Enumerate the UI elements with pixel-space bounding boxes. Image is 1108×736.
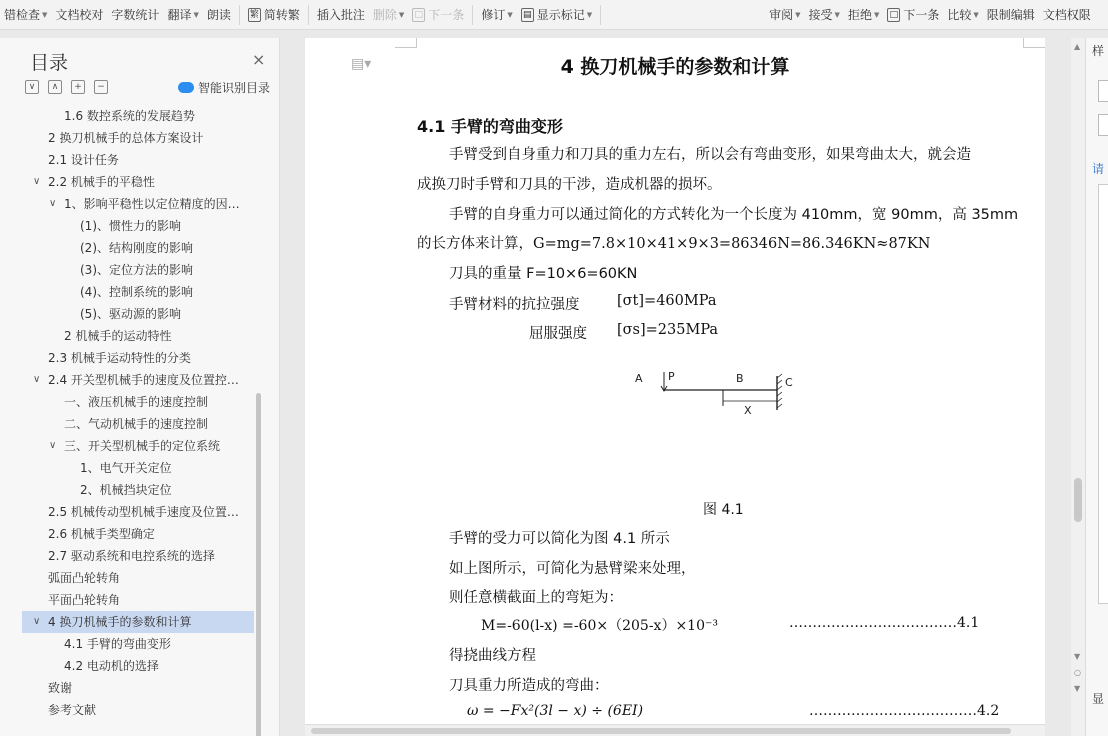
toolbar-item-label: 插入批注: [316, 8, 365, 22]
caret-down-icon: ▼: [834, 10, 840, 19]
toc-item-label: 1、影响平稳性以定位精度的因…: [64, 197, 240, 211]
chevron-down-icon[interactable]: ∨: [49, 440, 57, 451]
toolbar-item-label: 文档校对: [55, 8, 104, 22]
tensile-value: [σt]=460MPa: [617, 293, 717, 309]
toc-item[interactable]: [22, 413, 254, 435]
toolbar-item[interactable]: [0, 3, 51, 27]
smart-toc-label: 智能识别目录: [198, 81, 271, 95]
toolbar-item[interactable]: [883, 3, 943, 27]
toc-item[interactable]: [22, 127, 254, 149]
toc-item-label: (1)、惯性力的影响: [80, 219, 181, 233]
toolbar-icon: ▤: [521, 8, 534, 22]
cantilever-beam-figure: [635, 368, 805, 418]
toolbar-item[interactable]: [844, 3, 883, 27]
toc-item-label: 4.2 电动机的选择: [64, 659, 159, 673]
toc-sidebar: [0, 38, 280, 736]
toc-item-label: 2.2 机械手的平稳性: [48, 175, 155, 189]
style-pane-link[interactable]: 请: [1092, 162, 1105, 176]
toolbar-item[interactable]: [1039, 3, 1095, 27]
paragraph-line: 刀具重力所造成的弯曲：: [449, 678, 609, 694]
caret-down-icon: ▼: [586, 10, 593, 19]
toc-item[interactable]: [22, 545, 254, 567]
toolbar-item-label: 文档权限: [1042, 8, 1091, 22]
toc-item-label: 1.6 数控系统的发展趋势: [64, 109, 195, 123]
toolbar-item[interactable]: [107, 3, 163, 27]
tensile-label: 手臂材料的抗拉强度: [449, 297, 580, 313]
caret-down-icon: ▼: [973, 10, 979, 19]
toolbar-item-label: 修订: [481, 8, 506, 22]
toc-item[interactable]: [22, 699, 254, 721]
toc-item[interactable]: [22, 655, 254, 677]
toolbar-separator: [239, 5, 240, 25]
smart-toc-button[interactable]: [178, 79, 270, 96]
paragraph-line: 则任意横截面上的弯矩为：: [449, 590, 623, 606]
toc-item[interactable]: [22, 347, 254, 369]
toolbar-icon: 繁: [249, 9, 259, 20]
document-area: [281, 38, 1071, 736]
toc-item[interactable]: [22, 259, 254, 281]
toc-item[interactable]: [22, 589, 254, 611]
toc-scrollbar[interactable]: [256, 393, 261, 736]
toc-item-label: (3)、定位方法的影响: [80, 263, 193, 277]
toolbar-item-label: 字数统计: [111, 8, 160, 22]
paragraph-line: 的长方体来计算，G=mg=7.8×10×41×9×3=86346N=86.346KN≈87KN: [417, 236, 931, 252]
toc-item-label: 4.1 手臂的弯曲变形: [64, 637, 171, 651]
toolbar-item-label: 限制编辑: [986, 8, 1035, 22]
chevron-down-icon[interactable]: ∨: [33, 176, 41, 187]
toc-item[interactable]: [22, 501, 254, 523]
horizontal-scrollbar[interactable]: [305, 724, 1045, 736]
cloud-icon: [178, 82, 194, 93]
caret-down-icon: ▼: [507, 10, 513, 19]
toc-item[interactable]: [22, 369, 254, 391]
chapter-title: 4 换刀机械手的参数和计算: [560, 56, 790, 78]
add-heading-icon[interactable]: +: [71, 80, 85, 94]
toolbar-separator: [600, 5, 601, 25]
figure-caption: 图 4.1: [703, 502, 744, 518]
toolbar-icon: □: [412, 8, 425, 22]
toolbar-item-label: 下一条: [428, 8, 465, 22]
toc-title: 目录: [30, 52, 69, 74]
paragraph-line: 成换刀时手臂和刀具的干涉，造成机器的损坏。: [417, 177, 722, 193]
toc-item[interactable]: [22, 523, 254, 545]
toolbar-item-label: 下一条: [903, 8, 940, 22]
chevron-down-icon[interactable]: ∨: [33, 374, 41, 385]
caret-down-icon: ▼: [398, 10, 405, 19]
toolbar-item-label: 错检查: [4, 8, 41, 22]
toolbar-icon: □: [887, 8, 900, 22]
expand-up-icon[interactable]: ∧: [48, 80, 62, 94]
toolbar-item-label: 比较: [947, 8, 972, 22]
caret-down-icon: ▼: [795, 10, 801, 19]
toc-item[interactable]: [22, 435, 254, 457]
paragraph-line: 刀具的重量 F=10×6=60KN: [449, 266, 638, 282]
equation-4-1: M=-60(l-x) =-60×（205-x）×10⁻³: [481, 618, 718, 634]
scroll-thumb[interactable]: [1074, 478, 1082, 522]
toolbar-item[interactable]: [517, 3, 596, 27]
toolbar-item[interactable]: [408, 3, 468, 27]
chevron-down-icon[interactable]: ∨: [49, 198, 57, 209]
toolbar-separator: [308, 5, 309, 25]
style-pane: [1085, 38, 1108, 736]
fig-label-x: X: [744, 404, 752, 417]
toc-item-label: 二、气动机械手的速度控制: [64, 417, 209, 431]
equation-4-2: ω = −Fx²(3l − x) ÷ (6EI): [467, 703, 644, 719]
toc-item-label: 参考文献: [48, 703, 97, 717]
toolbar-item-label: 显示标记: [536, 8, 585, 22]
page-corner-mark: [1023, 38, 1045, 48]
toc-item[interactable]: [22, 677, 254, 699]
fig-label-a: A: [635, 372, 643, 385]
toolbar-item-label: 简转繁: [263, 8, 300, 22]
toolbar-item[interactable]: [369, 3, 408, 27]
toc-item-label: (5)、驱动源的影响: [80, 307, 181, 321]
toc-list: [22, 105, 254, 727]
fig-label-p: P: [668, 370, 675, 383]
equation-number: ………………………………4.1: [789, 615, 980, 631]
paragraph-line: 手臂的受力可以简化为图 4.1 所示: [449, 531, 670, 547]
toc-controls: [25, 80, 108, 94]
toolbar-item-label: 朗读: [206, 8, 231, 22]
toc-item[interactable]: [22, 567, 254, 589]
caret-down-icon: ▼: [42, 10, 48, 19]
toc-item-label: 平面凸轮转角: [48, 593, 121, 607]
toolbar-item[interactable]: [765, 3, 804, 27]
close-icon[interactable]: ×: [252, 50, 266, 69]
caret-down-icon: ▼: [193, 10, 199, 19]
vertical-scrollbar[interactable]: ▲ ▼ ○ ▼: [1071, 38, 1085, 736]
style-pane-footer: 显: [1092, 692, 1105, 706]
remove-heading-icon[interactable]: −: [94, 80, 108, 94]
paragraph-line: 得挠曲线方程: [449, 648, 536, 664]
toolbar-item[interactable]: [943, 3, 982, 27]
toolbar-item[interactable]: [805, 3, 844, 27]
toc-item-label: 4 换刀机械手的参数和计算: [48, 615, 192, 629]
paragraph-line: 手臂受到自身重力和刀具的重力左右，所以会有弯曲变形，如果弯曲太大，就会造: [449, 147, 971, 163]
toolbar-item-label: 拒绝: [847, 8, 872, 22]
toolbar-item[interactable]: [163, 3, 202, 27]
toc-item[interactable]: [22, 149, 254, 171]
toolbar-item[interactable]: [477, 3, 516, 27]
paragraph-line: 如上图所示，可简化为悬臂梁来处理，: [449, 561, 696, 577]
toolbar-item[interactable]: [51, 3, 107, 27]
section-heading: 4.1 手臂的弯曲变形: [417, 117, 563, 136]
toc-item-label: 2 机械手的运动特性: [64, 329, 172, 343]
toolbar-item[interactable]: [203, 3, 235, 27]
toc-item-label: (2)、结构刚度的影响: [80, 241, 193, 255]
toolbar-separator: [472, 5, 473, 25]
toc-item[interactable]: [22, 237, 254, 259]
toc-item[interactable]: [22, 479, 254, 501]
support-hatching: [777, 374, 782, 408]
toc-item-label: 2.3 机械手运动特性的分类: [48, 351, 191, 365]
toc-item-label: 1、电气开关定位: [80, 461, 172, 475]
toc-item-label: 2.5 机械传动型机械手速度及位置…: [48, 505, 239, 519]
chevron-down-icon[interactable]: ∨: [33, 616, 41, 627]
toc-item[interactable]: [22, 391, 254, 413]
toc-item-label: 弧面凸轮转角: [48, 571, 121, 585]
toc-item[interactable]: [22, 325, 254, 347]
equation-number: ………………………………4.2: [809, 703, 1000, 719]
style-input[interactable]: [1098, 114, 1108, 136]
toc-item-label: 2.4 开关型机械手的速度及位置控…: [48, 373, 239, 387]
toolbar-item-label: 接受: [808, 8, 833, 22]
toc-item-label: 致谢: [48, 681, 73, 695]
toc-item[interactable]: [22, 193, 254, 215]
toc-item[interactable]: [22, 611, 254, 633]
toc-item-label: (4)、控制系统的影响: [80, 285, 193, 299]
toolbar-item-label: 删除: [372, 8, 397, 22]
yield-label: 屈服强度: [529, 326, 587, 342]
page-corner-mark: [395, 38, 417, 48]
toc-item[interactable]: [22, 303, 254, 325]
toolbar-item[interactable]: [244, 3, 304, 27]
style-pane-label: 样: [1092, 44, 1105, 58]
yield-value: [σs]=235MPa: [617, 322, 719, 338]
fig-label-b: B: [736, 372, 744, 385]
toc-item-label: 2.1 设计任务: [48, 153, 119, 167]
toolbar-item-label: 翻译: [167, 8, 192, 22]
fig-label-c: C: [785, 376, 793, 389]
collapse-all-icon[interactable]: ∨: [25, 80, 39, 94]
review-toolbar: [0, 0, 1108, 30]
toc-item[interactable]: [22, 105, 254, 127]
caret-down-icon: ▼: [873, 10, 880, 19]
toolbar-item[interactable]: [313, 3, 369, 27]
toc-item[interactable]: [22, 215, 254, 237]
document-page: [305, 38, 1045, 736]
toc-item-label: 2 换刀机械手的总体方案设计: [48, 131, 204, 145]
toolbar-item-label: 审阅: [769, 8, 794, 22]
toc-item[interactable]: [22, 171, 254, 193]
toc-item[interactable]: [22, 281, 254, 303]
toc-item-label: 2、机械挡块定位: [80, 483, 172, 497]
toc-item[interactable]: [22, 633, 254, 655]
style-list[interactable]: [1098, 184, 1108, 604]
paragraph-line: 手臂的自身重力可以通过简化的方式转化为一个长度为 410mm，宽 90mm，高 35mm: [449, 207, 1019, 223]
page-menu-icon[interactable]: ▤▾: [351, 56, 372, 72]
toc-item[interactable]: [22, 457, 254, 479]
toc-item-label: 2.6 机械手类型确定: [48, 527, 155, 541]
toc-item-label: 三、开关型机械手的定位系统: [64, 439, 221, 453]
toc-item-label: 2.7 驱动系统和电控系统的选择: [48, 549, 215, 563]
toc-item-label: 一、液压机械手的速度控制: [64, 395, 209, 409]
toolbar-item[interactable]: [983, 3, 1039, 27]
style-dropdown[interactable]: [1098, 80, 1108, 102]
